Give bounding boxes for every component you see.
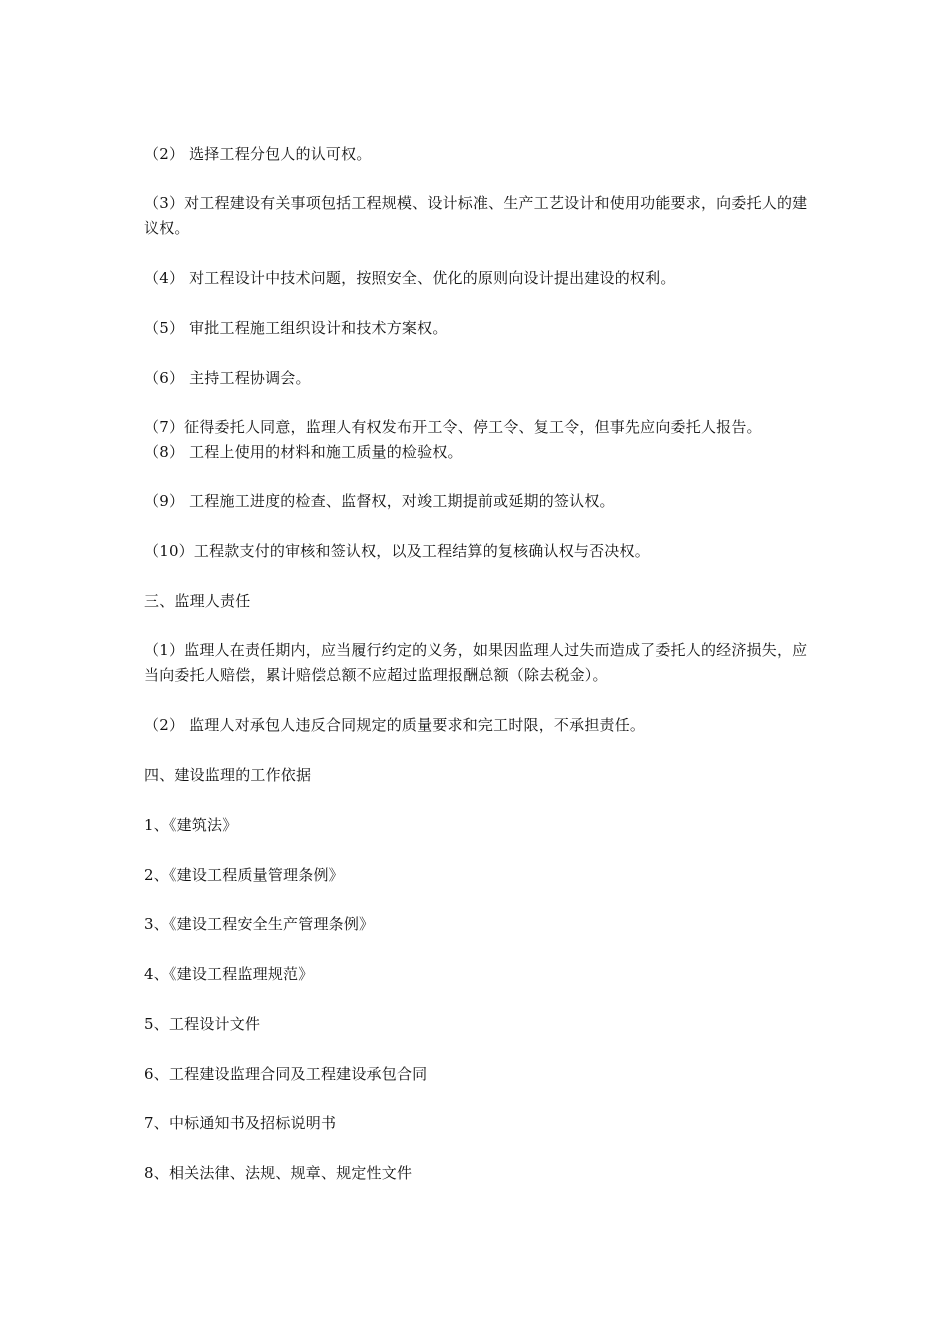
power-item-4: （4） 对工程设计中技术问题，按照安全、优化的原则向设计提出建设的权利。 bbox=[144, 269, 676, 287]
section-heading-work-basis: 四、建设监理的工作依据 bbox=[144, 766, 312, 784]
basis-item: 4、《建设工程监理规范》 bbox=[144, 965, 314, 983]
basis-item: 8、相关法律、法规、规章、规定性文件 bbox=[144, 1164, 413, 1182]
power-item-2: （2） 选择工程分包人的认可权。 bbox=[144, 145, 372, 163]
section-heading-responsibility: 三、监理人责任 bbox=[144, 592, 251, 610]
power-item-5: （5） 审批工程施工组织设计和技术方案权。 bbox=[144, 319, 448, 337]
power-item-7: （7）征得委托人同意，监理人有权发布开工令、停工令、复工令，但事先应向委托人报告。 bbox=[144, 418, 762, 436]
power-item-8: （8） 工程上使用的材料和施工质量的检验权。 bbox=[144, 443, 463, 461]
power-item-9: （9） 工程施工进度的检查、监督权，对竣工期提前或延期的签认权。 bbox=[144, 492, 615, 510]
power-item-6: （6） 主持工程协调会。 bbox=[144, 369, 311, 387]
power-item-10: （10）工程款支付的审核和签认权，以及工程结算的复核确认权与否决权。 bbox=[144, 542, 650, 560]
power-item-3: （3）对工程建设有关事项包括工程规模、设计标准、生产工艺设计和使用功能要求，向委托人的建议权。 bbox=[144, 194, 808, 237]
basis-item: 1、《建筑法》 bbox=[144, 816, 238, 834]
responsibility-item-1: （1）监理人在责任期内，应当履行约定的义务，如果因监理人过失而造成了委托人的经济损失，应当向委托人赔偿，累计赔偿总额不应超过监理报酬总额（除去税金）。 bbox=[144, 641, 808, 684]
basis-item: 7、中标通知书及招标说明书 bbox=[144, 1114, 337, 1132]
responsibility-item-2: （2） 监理人对承包人违反合同规定的质量要求和完工时限，不承担责任。 bbox=[144, 716, 646, 734]
basis-item: 5、工程设计文件 bbox=[144, 1015, 261, 1033]
basis-item: 2、《建设工程质量管理条例》 bbox=[144, 866, 344, 884]
basis-item: 6、工程建设监理合同及工程建设承包合同 bbox=[144, 1065, 428, 1083]
basis-item: 3、《建设工程安全生产管理条例》 bbox=[144, 915, 375, 933]
